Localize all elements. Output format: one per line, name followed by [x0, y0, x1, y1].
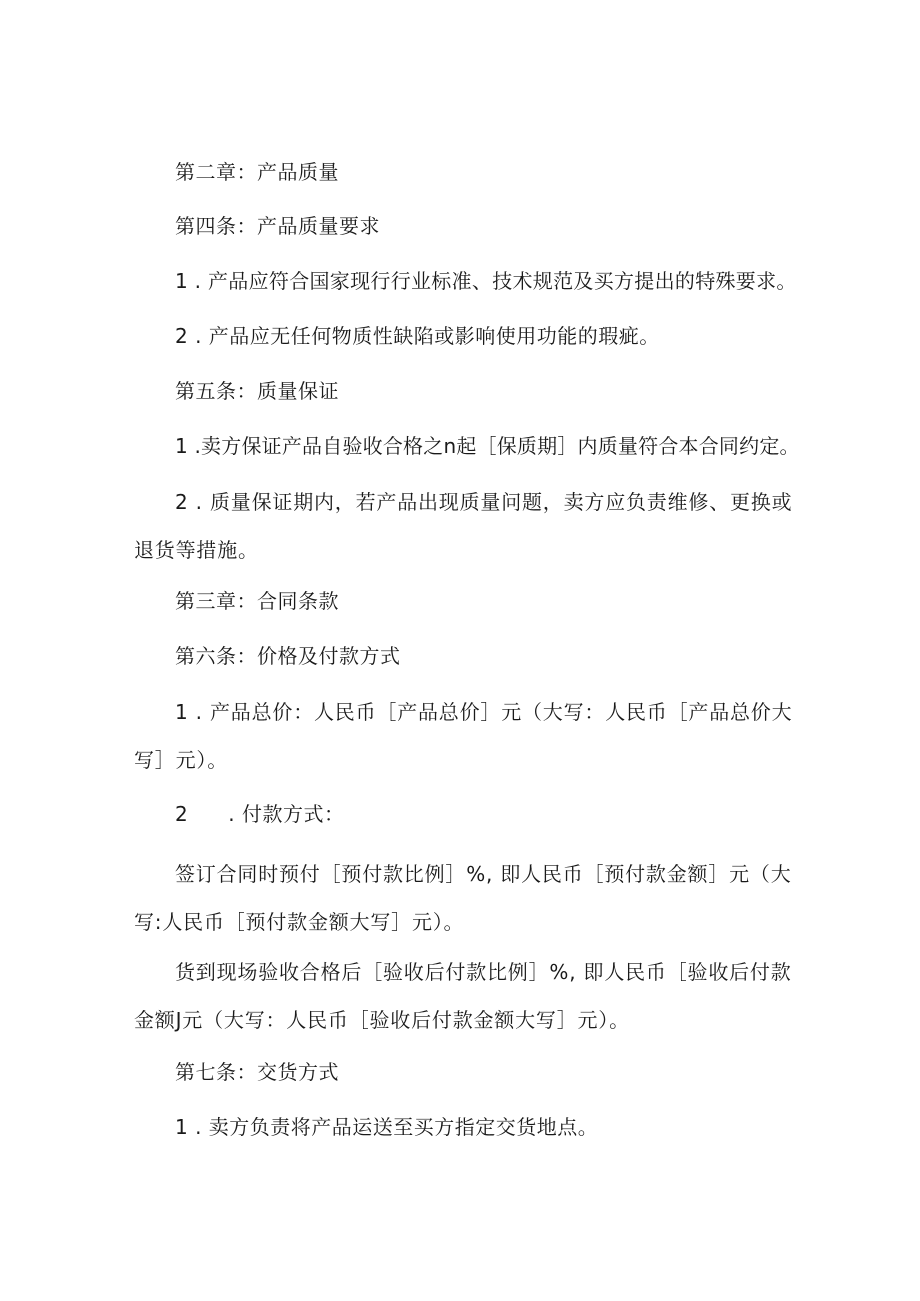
article-4-heading: 第四条：产品质量要求 [175, 214, 380, 238]
article-4-item-2: 2 . 产品应无任何物质性缺陷或影响使用功能的瑕疵。 [175, 324, 660, 348]
article-6-heading: 第六条：价格及付款方式 [175, 644, 401, 668]
article-5-item-2: 2 . 质量保证期内，若产品出现质量问题，卖方应负责维修、更换或退货等措施。 [134, 490, 793, 562]
article-6-item-1: 1 . 产品总价：人民币［产品总价］元（大写：人民币［产品总价大写］元）。 [134, 700, 793, 772]
article-5-item-1: 1 .卖方保证产品自验收合格之n起［保质期］内质量符合本合同约定。 [175, 434, 800, 458]
chapter-2-heading: 第二章：产品质量 [175, 160, 339, 184]
article-5-heading: 第五条：质量保证 [175, 379, 339, 403]
article-6-item-2-number: 2 [175, 802, 189, 826]
article-7-heading: 第七条：交货方式 [175, 1060, 339, 1084]
payment-advance-clause: 签订合同时预付［预付款比例］%, 即人民币［预付款金额］元（大写:人民币［预付款金额大写］元）。 [134, 862, 792, 934]
chapter-3-heading: 第三章：合同条款 [175, 589, 339, 613]
payment-after-acceptance-clause: 货到现场验收合格后［验收后付款比例］%, 即人民币［验收后付款金额J元（大写：人民币［验收后付款金额大写］元）。 [134, 960, 792, 1032]
article-6-item-2 [175, 804, 475, 824]
article-6-item-2-label: . 付款方式： [228, 802, 345, 826]
article-7-item-1: 1 . 卖方负责将产品运送至买方指定交货地点。 [175, 1115, 599, 1139]
article-4-item-1: 1 . 产品应符合国家现行行业标准、技术规范及买方提出的特殊要求。 [175, 269, 797, 293]
